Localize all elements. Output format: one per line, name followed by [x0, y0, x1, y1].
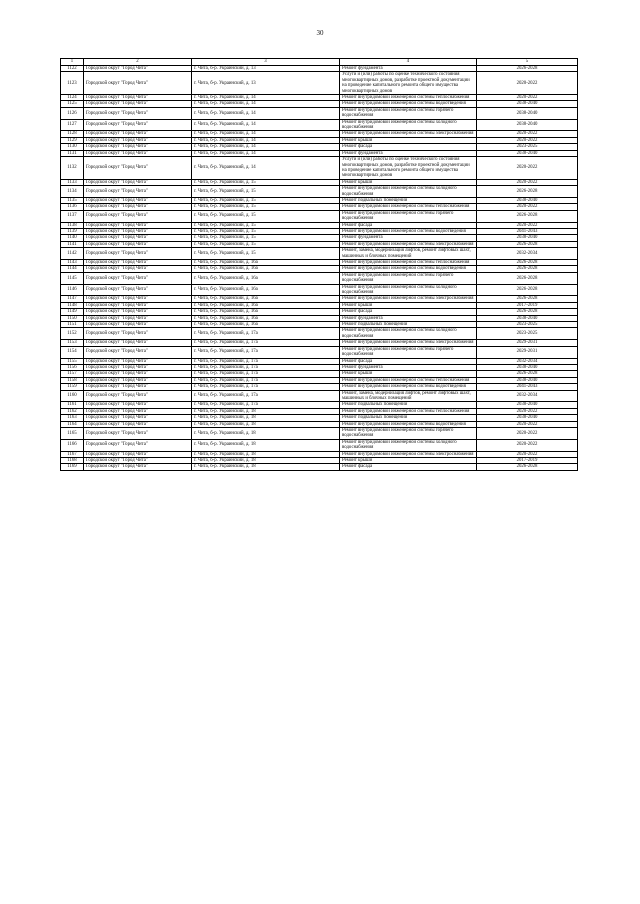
row-number-cell: 1149 — [61, 309, 84, 315]
row-number-cell: 1150 — [61, 315, 84, 321]
period-cell: 2038-2040 — [477, 415, 578, 421]
period-cell: 2038-2040 — [477, 402, 578, 408]
address-cell: г. Чита, б-р. Украинский, д. 17а — [192, 358, 340, 364]
period-cell: 2038-2040 — [477, 101, 578, 107]
address-cell: г. Чита, б-р. Украинский, д. 17а — [192, 377, 340, 383]
row-number-cell: 1128 — [61, 131, 84, 137]
address-cell: г. Чита, б-р. Украинский, д. 15 — [192, 235, 340, 241]
row-number-cell: 1147 — [61, 296, 84, 302]
municipality-cell: Городской округ "Город Чита" — [84, 296, 192, 302]
address-cell: г. Чита, б-р. Украинский, д. 18 — [192, 451, 340, 457]
municipality-cell: Городской округ "Город Чита" — [84, 186, 192, 198]
municipality-cell: Городской округ "Город Чита" — [84, 315, 192, 321]
page-number: 30 — [316, 29, 324, 37]
work-type-cell: Услуги и (или) работы по оценке технического состояния многоквартирных домов, разработке проектной документации на проведение капитального ремонта общего имущества многоквартирных домов — [340, 157, 477, 180]
row-number-cell: 1126 — [61, 107, 84, 119]
work-type-cell: Ремонт внутридомовой инженерной системы холодного водоснабжения — [340, 119, 477, 131]
municipality-cell: Городской округ "Город Чита" — [84, 137, 192, 143]
period-cell: 2026-2028 — [477, 272, 578, 284]
address-cell: г. Чита, б-р. Украинский, д. 15 — [192, 228, 340, 234]
address-cell: г. Чита, б-р. Украинский, д. 14 — [192, 107, 340, 119]
table-row — [61, 346, 578, 358]
municipality-cell: Городской округ "Город Чита" — [84, 439, 192, 451]
period-cell: 2020-2022 — [477, 179, 578, 185]
municipality-cell: Городской округ "Город Чита" — [84, 222, 192, 228]
work-type-cell: Ремонт внутридомовой инженерной системы теплоснабжения — [340, 204, 477, 210]
period-cell: 2026-2028 — [477, 296, 578, 302]
period-cell: 2020-2022 — [477, 157, 578, 180]
row-number-cell: 1157 — [61, 371, 84, 377]
work-type-cell: Ремонт внутридомовой инженерной системы теплоснабжения — [340, 95, 477, 101]
row-number-cell: 1162 — [61, 408, 84, 414]
period-cell: 2029-2031 — [477, 340, 578, 346]
address-cell: г. Чита, б-р. Украинский, д. 16а — [192, 266, 340, 272]
address-cell: г. Чита, б-р. Украинский, д. 17а — [192, 340, 340, 346]
work-type-cell: Ремонт, замена, модернизация лифтов, ремонт лифтовых шахт, машинных и блочных помещений — [340, 248, 477, 260]
municipality-cell: Городской округ "Город Чита" — [84, 204, 192, 210]
row-number-cell: 1152 — [61, 328, 84, 340]
address-cell: г. Чита, б-р. Украинский, д. 16а — [192, 272, 340, 284]
address-cell: г. Чита, б-р. Украинский, д. 16а — [192, 302, 340, 308]
address-cell: г. Чита, б-р. Украинский, д. 15 — [192, 197, 340, 203]
column-header: 2 — [84, 59, 192, 66]
municipality-cell: Городской округ "Город Чита" — [84, 309, 192, 315]
address-cell: г. Чита, б-р. Украинский, д. 16а — [192, 309, 340, 315]
municipality-cell: Городской округ "Город Чита" — [84, 415, 192, 421]
municipality-cell: Городской округ "Город Чита" — [84, 346, 192, 358]
work-type-cell: Ремонт крыши — [340, 302, 477, 308]
address-cell: г. Чита, б-р. Украинский, д. 14 — [192, 144, 340, 150]
period-cell: 2029-2031 — [477, 346, 578, 358]
row-number-cell: 1123 — [61, 72, 84, 95]
period-cell: 2020-2022 — [477, 222, 578, 228]
address-cell: г. Чита, б-р. Украинский, д. 17а — [192, 328, 340, 340]
period-cell: 2041-2043 — [477, 384, 578, 390]
row-number-cell: 1158 — [61, 377, 84, 383]
address-cell: г. Чита, б-р. Украинский, д. 14 — [192, 150, 340, 156]
municipality-cell: Городской округ "Город Чита" — [84, 328, 192, 340]
row-number-cell: 1129 — [61, 137, 84, 143]
address-cell: г. Чита, б-р. Украинский, д. 13 — [192, 72, 340, 95]
row-number-cell: 1138 — [61, 222, 84, 228]
municipality-cell: Городской округ "Город Чита" — [84, 377, 192, 383]
address-cell: г. Чита, б-р. Украинский, д. 14 — [192, 137, 340, 143]
work-type-cell: Ремонт фундамента — [340, 364, 477, 370]
municipality-cell: Городской округ "Город Чита" — [84, 150, 192, 156]
table-row — [61, 248, 578, 260]
row-number-cell: 1131 — [61, 150, 84, 156]
table-row — [61, 72, 578, 95]
address-cell: г. Чита, б-р. Украинский, д. 18 — [192, 458, 340, 464]
address-cell: г. Чита, б-р. Украинский, д. 18 — [192, 439, 340, 451]
work-type-cell: Ремонт внутридомовой инженерной системы электроснабжения — [340, 451, 477, 457]
work-type-cell: Ремонт подвальных помещений — [340, 415, 477, 421]
row-number-cell: 1163 — [61, 415, 84, 421]
period-cell: 2023-2025 — [477, 322, 578, 328]
row-number-cell: 1148 — [61, 302, 84, 308]
municipality-cell: Городской округ "Город Чита" — [84, 266, 192, 272]
work-type-cell: Ремонт подвальных помещений — [340, 197, 477, 203]
work-type-cell: Ремонт внутридомовой инженерной системы горячего водоснабжения — [340, 272, 477, 284]
municipality-cell: Городской округ "Город Чита" — [84, 408, 192, 414]
table-row — [61, 186, 578, 198]
work-type-cell: Ремонт фундамента — [340, 150, 477, 156]
column-header: 1 — [61, 59, 84, 66]
address-cell: г. Чита, б-р. Украинский, д. 15 — [192, 204, 340, 210]
municipality-cell: Городской округ "Город Чита" — [84, 458, 192, 464]
work-type-cell: Ремонт фасада — [340, 358, 477, 364]
address-cell: г. Чита, б-р. Украинский, д. 18 — [192, 464, 340, 470]
period-cell: 2038-2040 — [477, 315, 578, 321]
period-cell: 2026-2028 — [477, 186, 578, 198]
work-type-cell: Ремонт фундамента — [340, 66, 477, 72]
municipality-cell: Городской округ "Город Чита" — [84, 119, 192, 131]
period-cell: 2020-2022 — [477, 421, 578, 427]
row-number-cell: 1142 — [61, 248, 84, 260]
address-cell: г. Чита, б-р. Украинский, д. 17а — [192, 364, 340, 370]
work-type-cell: Услуги и (или) работы по оценке технического состояния многоквартирных домов, разработке проектной документации на проведение капитального ремонта общего имущества многоквартирных домов — [340, 72, 477, 95]
municipality-cell: Городской округ "Город Чита" — [84, 364, 192, 370]
row-number-cell: 1133 — [61, 179, 84, 185]
work-type-cell: Ремонт внутридомовой инженерной системы электроснабжения — [340, 340, 477, 346]
address-cell: г. Чита, б-р. Украинский, д. 16а — [192, 296, 340, 302]
municipality-cell: Городской округ "Город Чита" — [84, 340, 192, 346]
period-cell: 2020-2022 — [477, 451, 578, 457]
work-type-cell: Ремонт внутридомовой инженерной системы водоотведения — [340, 421, 477, 427]
row-number-cell: 1125 — [61, 101, 84, 107]
period-cell: 2041-2043 — [477, 228, 578, 234]
row-number-cell: 1167 — [61, 451, 84, 457]
row-number-cell: 1130 — [61, 144, 84, 150]
municipality-cell: Городской округ "Город Чита" — [84, 248, 192, 260]
work-type-cell: Ремонт внутридомовой инженерной системы электроснабжения — [340, 131, 477, 137]
row-number-cell: 1160 — [61, 390, 84, 402]
table-row — [61, 390, 578, 402]
row-number-cell: 1135 — [61, 197, 84, 203]
address-cell: г. Чита, б-р. Украинский, д. 15 — [192, 248, 340, 260]
period-cell: 2026-2028 — [477, 371, 578, 377]
row-number-cell: 1166 — [61, 439, 84, 451]
address-cell: г. Чита, б-р. Украинский, д. 14 — [192, 95, 340, 101]
period-cell: 2038-2040 — [477, 377, 578, 383]
work-type-cell: Ремонт внутридомовой инженерной системы горячего водоснабжения — [340, 427, 477, 439]
row-number-cell: 1137 — [61, 210, 84, 222]
work-type-cell: Ремонт внутридомовой инженерной системы водоотведения — [340, 266, 477, 272]
row-number-cell: 1161 — [61, 402, 84, 408]
municipality-cell: Городской округ "Город Чита" — [84, 66, 192, 72]
municipality-cell: Городской округ "Город Чита" — [84, 107, 192, 119]
address-cell: г. Чита, б-р. Украинский, д. 17а — [192, 402, 340, 408]
municipality-cell: Городской округ "Город Чита" — [84, 402, 192, 408]
table-row — [61, 272, 578, 284]
period-cell: 2038-2040 — [477, 364, 578, 370]
period-cell: 2038-2040 — [477, 197, 578, 203]
municipality-cell: Городской округ "Город Чита" — [84, 144, 192, 150]
work-type-cell: Ремонт крыши — [340, 458, 477, 464]
table-row — [61, 119, 578, 131]
work-type-cell: Ремонт фасада — [340, 144, 477, 150]
work-type-cell: Ремонт фундамента — [340, 315, 477, 321]
work-type-cell: Ремонт внутридомовой инженерной системы горячего водоснабжения — [340, 346, 477, 358]
work-type-cell: Ремонт внутридомовой инженерной системы теплоснабжения — [340, 408, 477, 414]
municipality-cell: Городской округ "Город Чита" — [84, 241, 192, 247]
municipality-cell: Городской округ "Город Чита" — [84, 72, 192, 95]
row-number-cell: 1159 — [61, 384, 84, 390]
work-type-cell: Ремонт внутридомовой инженерной системы горячего водоснабжения — [340, 107, 477, 119]
row-number-cell: 1136 — [61, 204, 84, 210]
municipality-cell: Городской округ "Город Чита" — [84, 157, 192, 180]
period-cell: 2023-2025 — [477, 328, 578, 340]
address-cell: г. Чита, б-р. Украинский, д. 15 — [192, 186, 340, 198]
period-cell: 2026-2028 — [477, 260, 578, 266]
work-type-cell: Ремонт внутридомовой инженерной системы холодного водоснабжения — [340, 439, 477, 451]
work-type-cell: Ремонт, замена, модернизация лифтов, ремонт лифтовых шахт, машинных и блочных помещений — [340, 390, 477, 402]
address-cell: г. Чита, б-р. Украинский, д. 16а — [192, 284, 340, 296]
work-type-cell: Ремонт подвальных помещений — [340, 402, 477, 408]
work-type-cell: Ремонт фасада — [340, 222, 477, 228]
row-number-cell: 1122 — [61, 66, 84, 72]
row-number-cell: 1164 — [61, 421, 84, 427]
municipality-cell: Городской округ "Город Чита" — [84, 131, 192, 137]
address-cell: г. Чита, б-р. Украинский, д. 16а — [192, 322, 340, 328]
address-cell: г. Чита, б-р. Украинский, д. 15 — [192, 241, 340, 247]
address-cell: г. Чита, б-р. Украинский, д. 15 — [192, 222, 340, 228]
row-number-cell: 1145 — [61, 272, 84, 284]
column-header: 5 — [477, 59, 578, 66]
address-cell: г. Чита, б-р. Украинский, д. 13 — [192, 66, 340, 72]
row-number-cell: 1146 — [61, 284, 84, 296]
period-cell: 2020-2022 — [477, 131, 578, 137]
table-row — [61, 157, 578, 180]
municipality-cell: Городской округ "Город Чита" — [84, 427, 192, 439]
table-row — [61, 210, 578, 222]
municipality-cell: Городской округ "Город Чита" — [84, 384, 192, 390]
row-number-cell: 1151 — [61, 322, 84, 328]
period-cell: 2026-2028 — [477, 309, 578, 315]
row-number-cell: 1156 — [61, 364, 84, 370]
municipality-cell: Городской округ "Город Чита" — [84, 101, 192, 107]
municipality-cell: Городской округ "Город Чита" — [84, 464, 192, 470]
period-cell: 2020-2022 — [477, 72, 578, 95]
table-row — [61, 284, 578, 296]
period-cell: 2023-2025 — [477, 144, 578, 150]
municipality-cell: Городской округ "Город Чита" — [84, 272, 192, 284]
municipality-cell: Городской округ "Город Чита" — [84, 371, 192, 377]
municipality-cell: Городской округ "Город Чита" — [84, 95, 192, 101]
table-row — [61, 464, 578, 470]
work-type-cell: Ремонт внутридомовой инженерной системы холодного водоснабжения — [340, 328, 477, 340]
municipality-cell: Городской округ "Город Чита" — [84, 235, 192, 241]
municipality-cell: Городской округ "Город Чита" — [84, 228, 192, 234]
column-header: 4 — [340, 59, 477, 66]
work-type-cell: Ремонт внутридомовой инженерной системы электроснабжения — [340, 241, 477, 247]
address-cell: г. Чита, б-р. Украинский, д. 17а — [192, 384, 340, 390]
municipality-cell: Городской округ "Город Чита" — [84, 322, 192, 328]
table-row — [61, 439, 578, 451]
address-cell: г. Чита, б-р. Украинский, д. 15 — [192, 179, 340, 185]
work-type-cell: Ремонт фасада — [340, 464, 477, 470]
period-cell: 2020-2022 — [477, 408, 578, 414]
period-cell: 2026-2028 — [477, 66, 578, 72]
row-number-cell: 1132 — [61, 157, 84, 180]
municipality-cell: Городской округ "Город Чита" — [84, 421, 192, 427]
row-number-cell: 1140 — [61, 235, 84, 241]
row-number-cell: 1168 — [61, 458, 84, 464]
municipality-cell: Городской округ "Город Чита" — [84, 197, 192, 203]
work-type-cell: Ремонт внутридомовой инженерной системы горячего водоснабжения — [340, 210, 477, 222]
municipality-cell: Городской округ "Город Чита" — [84, 390, 192, 402]
period-cell: 2032-2034 — [477, 358, 578, 364]
row-number-cell: 1154 — [61, 346, 84, 358]
period-cell: 2026-2028 — [477, 241, 578, 247]
period-cell: 2026-2028 — [477, 210, 578, 222]
period-cell: 2020-2022 — [477, 204, 578, 210]
address-cell: г. Чита, б-р. Украинский, д. 18 — [192, 415, 340, 421]
address-cell: г. Чита, б-р. Украинский, д. 14 — [192, 157, 340, 180]
period-cell: 2017-2019 — [477, 458, 578, 464]
row-number-cell: 1124 — [61, 95, 84, 101]
work-type-cell: Ремонт крыши — [340, 371, 477, 377]
capital-repair-table — [60, 58, 578, 471]
row-number-cell: 1155 — [61, 358, 84, 364]
work-type-cell: Ремонт внутридомовой инженерной системы теплоснабжения — [340, 377, 477, 383]
work-type-cell: Ремонт внутридомовой инженерной системы водоотведения — [340, 228, 477, 234]
row-number-cell: 1141 — [61, 241, 84, 247]
work-type-cell: Ремонт внутридомовой инженерной системы холодного водоснабжения — [340, 186, 477, 198]
period-cell: 2038-2040 — [477, 107, 578, 119]
row-number-cell: 1169 — [61, 464, 84, 470]
work-type-cell: Ремонт внутридомовой инженерной системы электроснабжения — [340, 296, 477, 302]
address-cell: г. Чита, б-р. Украинский, д. 14 — [192, 131, 340, 137]
work-type-cell: Ремонт внутридомовой инженерной системы водоотведения — [340, 384, 477, 390]
table-row — [61, 328, 578, 340]
row-number-cell: 1127 — [61, 119, 84, 131]
period-cell: 2026-2028 — [477, 284, 578, 296]
row-number-cell: 1139 — [61, 228, 84, 234]
row-number-cell: 1144 — [61, 266, 84, 272]
period-cell: 2038-2040 — [477, 235, 578, 241]
address-cell: г. Чита, б-р. Украинский, д. 18 — [192, 408, 340, 414]
work-type-cell: Ремонт внутридомовой инженерной системы теплоснабжения — [340, 260, 477, 266]
municipality-cell: Городской округ "Город Чита" — [84, 302, 192, 308]
period-cell: 2020-2022 — [477, 427, 578, 439]
row-number-cell: 1153 — [61, 340, 84, 346]
work-type-cell: Ремонт крыши — [340, 179, 477, 185]
municipality-cell: Городской округ "Город Чита" — [84, 210, 192, 222]
municipality-cell: Городской округ "Город Чита" — [84, 284, 192, 296]
period-cell: 2038-2040 — [477, 119, 578, 131]
address-cell: г. Чита, б-р. Украинский, д. 16а — [192, 260, 340, 266]
address-cell: г. Чита, б-р. Украинский, д. 17а — [192, 346, 340, 358]
address-cell: г. Чита, б-р. Украинский, д. 16а — [192, 315, 340, 321]
work-type-cell: Ремонт внутридомовой инженерной системы водоотведения — [340, 101, 477, 107]
address-cell: г. Чита, б-р. Украинский, д. 15 — [192, 210, 340, 222]
period-cell: 2020-2022 — [477, 95, 578, 101]
work-type-cell: Ремонт внутридомовой инженерной системы холодного водоснабжения — [340, 284, 477, 296]
table-body — [61, 59, 578, 471]
row-number-cell: 1165 — [61, 427, 84, 439]
work-type-cell: Ремонт подвальных помещений — [340, 322, 477, 328]
column-header: 3 — [192, 59, 340, 66]
table-row — [61, 107, 578, 119]
address-cell: г. Чита, б-р. Украинский, д. 18 — [192, 421, 340, 427]
address-cell: г. Чита, б-р. Украинский, д. 17а — [192, 390, 340, 402]
work-type-cell: Ремонт фасада — [340, 309, 477, 315]
period-cell: 2026-2028 — [477, 266, 578, 272]
period-cell: 2020-2022 — [477, 137, 578, 143]
address-cell: г. Чита, б-р. Украинский, д. 14 — [192, 119, 340, 131]
table-row — [61, 427, 578, 439]
row-number-cell: 1134 — [61, 186, 84, 198]
period-cell: 2020-2022 — [477, 439, 578, 451]
period-cell: 2026-2028 — [477, 464, 578, 470]
address-cell: г. Чита, б-р. Украинский, д. 14 — [192, 101, 340, 107]
period-cell: 2017-2019 — [477, 302, 578, 308]
address-cell: г. Чита, б-р. Украинский, д. 18 — [192, 427, 340, 439]
address-cell: г. Чита, б-р. Украинский, д. 17а — [192, 371, 340, 377]
work-type-cell: Ремонт фундамента — [340, 235, 477, 241]
row-number-cell: 1143 — [61, 260, 84, 266]
period-cell: 2032-2034 — [477, 390, 578, 402]
municipality-cell: Городской округ "Город Чита" — [84, 260, 192, 266]
municipality-cell: Городской округ "Город Чита" — [84, 451, 192, 457]
work-type-cell: Ремонт крыши — [340, 137, 477, 143]
municipality-cell: Городской округ "Город Чита" — [84, 179, 192, 185]
period-cell: 2038-2040 — [477, 150, 578, 156]
period-cell: 2032-2034 — [477, 248, 578, 260]
table-header-row — [61, 59, 578, 66]
municipality-cell: Городской округ "Город Чита" — [84, 358, 192, 364]
